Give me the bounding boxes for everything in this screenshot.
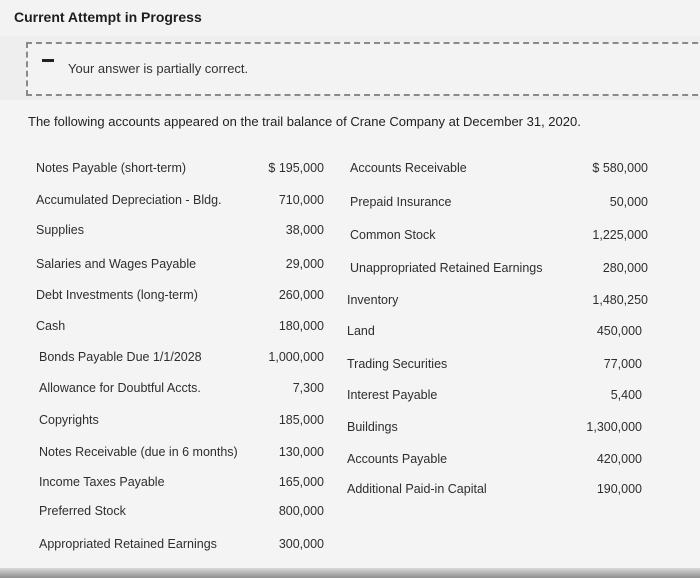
left-account-amount: 300,000 bbox=[278, 537, 324, 551]
left-account-name: Appropriated Retained Earnings bbox=[39, 537, 217, 551]
right-account-amount: 50,000 bbox=[609, 195, 648, 209]
left-account-amount: 1,000,000 bbox=[268, 350, 324, 364]
right-account-name: Accounts Receivable bbox=[350, 161, 467, 175]
left-account-amount: 710,000 bbox=[278, 193, 324, 207]
left-account-amount: 130,000 bbox=[278, 445, 324, 459]
right-account-amount: 77,000 bbox=[603, 357, 642, 371]
left-account-name: Salaries and Wages Payable bbox=[36, 257, 197, 271]
left-account-amount: 38,000 bbox=[285, 223, 324, 237]
right-account-name: Common Stock bbox=[350, 228, 436, 242]
right-account-name: Additional Paid-in Capital bbox=[347, 482, 487, 496]
left-account-amount: 185,000 bbox=[278, 413, 324, 427]
right-account-name: Inventory bbox=[347, 293, 399, 307]
right-account-name: Accounts Payable bbox=[347, 452, 448, 466]
left-account-amount: $ 195,000 bbox=[268, 161, 324, 175]
left-account-amount: 7,300 bbox=[292, 381, 324, 395]
left-account-name: Copyrights bbox=[39, 413, 99, 427]
question-intro: The following accounts appeared on the trail balance of Crane Company at December 31, 2020. bbox=[28, 114, 581, 129]
minus-icon bbox=[42, 59, 54, 62]
left-account-name: Supplies bbox=[36, 223, 84, 237]
right-account-amount: 280,000 bbox=[602, 261, 648, 275]
left-account-amount: 165,000 bbox=[278, 475, 324, 489]
left-account-name: Notes Receivable (due in 6 months) bbox=[39, 445, 238, 459]
right-account-name: Land bbox=[347, 324, 375, 338]
left-account-name: Debt Investments (long-term) bbox=[36, 288, 198, 302]
right-account-name: Buildings bbox=[347, 420, 398, 434]
left-account-amount: 260,000 bbox=[278, 288, 324, 302]
right-account-amount: 190,000 bbox=[596, 482, 642, 496]
right-account-amount: 1,225,000 bbox=[592, 228, 648, 242]
page-title: Current Attempt in Progress bbox=[14, 9, 202, 25]
right-account-name: Prepaid Insurance bbox=[350, 195, 452, 209]
right-account-amount: 420,000 bbox=[596, 452, 642, 466]
right-account-amount: $ 580,000 bbox=[592, 161, 648, 175]
right-account-name: Interest Payable bbox=[347, 388, 438, 402]
partial-correct-alert bbox=[26, 42, 700, 96]
question-content bbox=[0, 100, 700, 578]
left-account-amount: 29,000 bbox=[285, 257, 324, 271]
bottom-edge bbox=[0, 568, 700, 578]
left-account-name: Notes Payable (short-term) bbox=[36, 161, 187, 175]
right-account-amount: 1,480,250 bbox=[592, 293, 648, 307]
alert-message: Your answer is partially correct. bbox=[68, 61, 249, 76]
right-account-name: Unappropriated Retained Earnings bbox=[350, 261, 543, 275]
right-account-amount: 1,300,000 bbox=[586, 420, 642, 434]
right-account-amount: 450,000 bbox=[596, 324, 642, 338]
right-account-name: Trading Securities bbox=[347, 357, 448, 371]
right-account-amount: 5,400 bbox=[610, 388, 642, 402]
left-account-amount: 180,000 bbox=[278, 319, 324, 333]
left-account-name: Cash bbox=[36, 319, 66, 333]
header-bar bbox=[0, 0, 700, 36]
left-account-name: Allowance for Doubtful Accts. bbox=[39, 381, 201, 395]
left-account-name: Accumulated Depreciation - Bldg. bbox=[36, 193, 222, 207]
left-account-amount: 800,000 bbox=[278, 504, 324, 518]
left-account-name: Bonds Payable Due 1/1/2028 bbox=[39, 350, 202, 364]
left-account-name: Income Taxes Payable bbox=[39, 475, 165, 489]
left-account-name: Preferred Stock bbox=[39, 504, 126, 518]
